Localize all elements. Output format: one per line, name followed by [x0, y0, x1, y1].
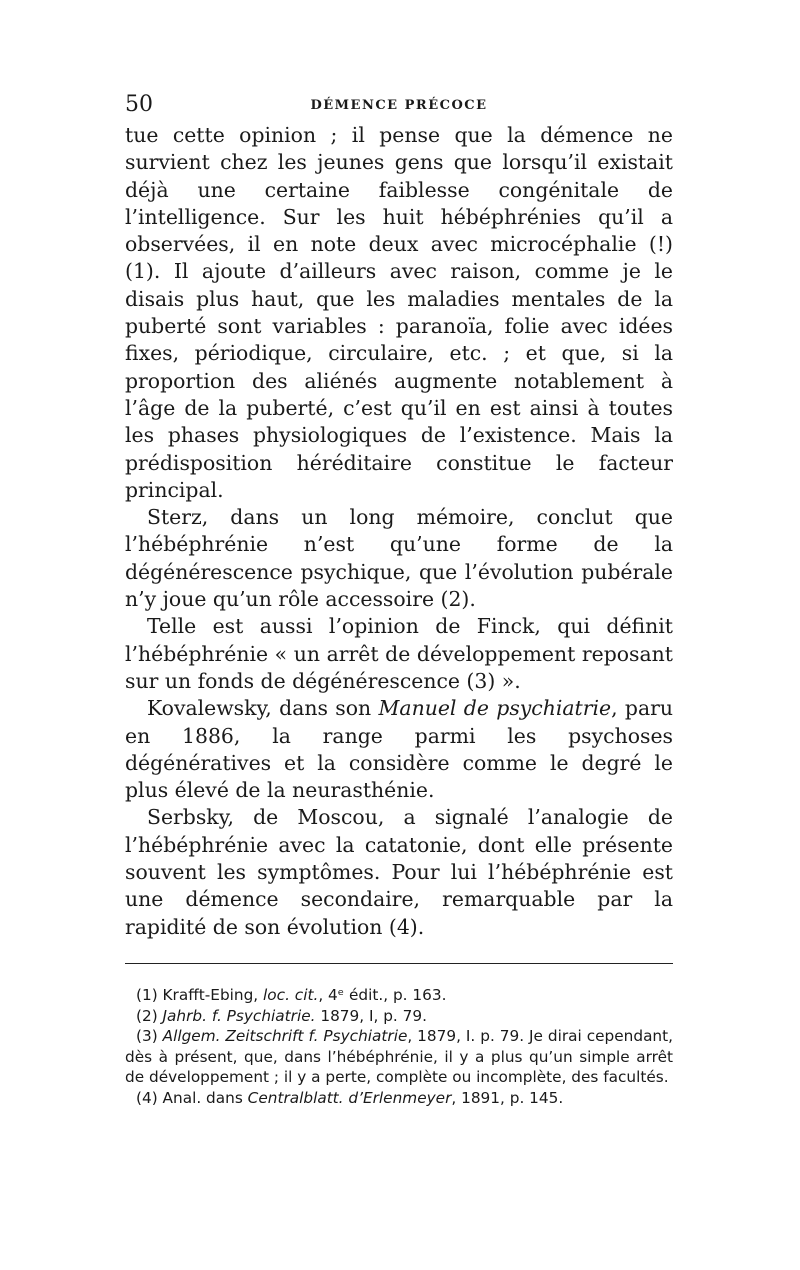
footnote: [125, 1026, 673, 1088]
text-run: (4) Anal. dans: [136, 1088, 248, 1107]
text-run: tue cette opinion ; il pense que la démence ne survient chez les jeunes gens que lorsqu’il existait déjà une certaine faiblesse congénitale de l’intelligence. Sur les huit hébéphrénies qu’il a observées, il en note deux avec microcéphalie (!) (1). Il ajoute d’ailleurs avec raison, comme je le disais plus haut, que les maladies mentales de la puberté sont variables : paranoïa, folie avec idées fixes, périodique, circulaire, etc. ; et que, si la proportion des aliénés augmente notablement à l’âge de la puberté, c’est qu’il en est ainsi à toutes les phases physiologiques de l’existence. Mais la prédisposition héréditaire constitue le facteur principal.: [125, 123, 673, 502]
paragraph: [125, 504, 673, 613]
footnote: [125, 1088, 673, 1109]
footnote: [125, 985, 673, 1006]
text-run: , paru en 1886, la range parmi les psychoses dégénératives et la considère comme le degré le plus élevé de la neurasthénie.: [125, 696, 673, 803]
text-run: (1) Krafft-Ebing,: [136, 986, 264, 1004]
footnotes: [125, 985, 673, 1108]
page-number: 50: [125, 92, 153, 117]
running-title: DÉMENCE PRÉCOCE: [310, 98, 488, 113]
text-run: 1879, I, p. 79.: [315, 1006, 427, 1025]
text-run: Telle est aussi l’opinion de Finck, qui définit l’hébéphrénie « un arrêt de développement reposant sur un fonds de dégénérescence (3) ».: [125, 614, 673, 693]
citation-title: loc. cit.: [263, 986, 319, 1004]
text-run: Kovalewsky, dans son: [147, 696, 379, 721]
paragraph: [125, 695, 673, 804]
running-head: [125, 92, 673, 116]
citation-title: Allgem. Zeitschrift f. Psychiatrie: [162, 1027, 408, 1045]
text-run: Sterz, dans un long mémoire, conclut que l’hébéphrénie n’est qu’une forme de la dégénérescence psychique, que l’évolution pubérale n’y joue qu’un rôle accessoire (2).: [125, 505, 673, 612]
text-run: (2): [136, 1006, 163, 1025]
text-run: (3): [136, 1027, 163, 1045]
footnote: [125, 1006, 673, 1027]
text-run: , 4ᵉ édit., p. 163.: [318, 986, 447, 1004]
paragraph: [125, 122, 673, 504]
body-text: [125, 122, 673, 941]
book-title: Manuel de psychiatrie: [378, 696, 612, 721]
citation-title: Centralblatt. d’Erlenmeyer: [247, 1088, 452, 1107]
footnote-rule: [125, 963, 673, 964]
citation-title: Jahrb. f. Psychiatrie.: [162, 1006, 316, 1025]
paragraph: [125, 613, 673, 695]
text-run: , 1879, I. p. 79. Je dirai cependant, dès à présent, que, dans l’hébéphrénie, il y a plus qu’un simple arrêt de développement ; il y a perte, complète ou incomplète, des facultés.: [125, 1027, 673, 1086]
paragraph: [125, 804, 673, 940]
text-run: Serbsky, de Moscou, a signalé l’analogie de l’hébéphrénie avec la catatonie, dont elle présente souvent les symptômes. Pour lui l’hébéphrénie est une démence secondaire, remarquable par la rapidité de son évolution (4).: [125, 805, 673, 939]
text-run: , 1891, p. 145.: [451, 1088, 564, 1107]
